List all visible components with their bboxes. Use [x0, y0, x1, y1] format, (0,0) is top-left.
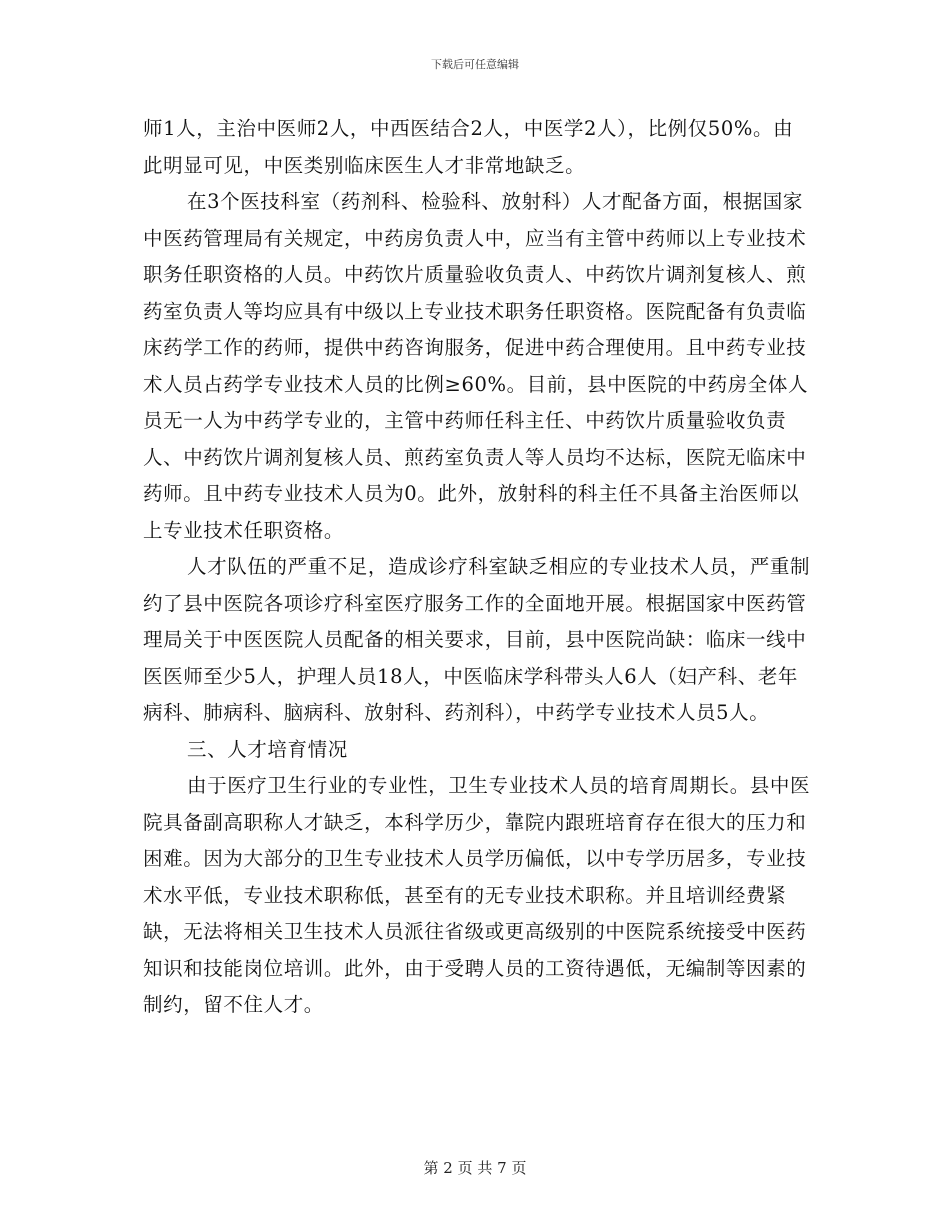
paragraph: 师1人，主治中医师2人，中西医结合2人，中医学2人），比例仅50%。由此明显可见，中医类别临床医生人才非常地缺乏。: [143, 117, 794, 177]
page-number-footer: 第 2 页 共 7 页: [423, 1159, 527, 1177]
section-heading: 三、人才培育情况: [187, 737, 348, 761]
paragraph: 在3个医技科室（药剂科、检验科、放射科）人才配备方面，根据国家中医药管理局有关规定，中药房负责人中，应当有主管中药师以上专业技术职务任职资格的人员。中药饮片质量验收负责人、中药饮片调剂复核人、煎药室负责人等均应具有中级以上专业技术职务任职资格。医院配备有负责临床药学工作的药师，提供中药咨询服务，促进中药合理使用。且中药专业技术人员占药学专业技术人员的比例≥60%。目前，县中医院的中药房全体人员无一人为中药学专业的，主管中药师任科主任、中药饮片质量验收负责人、中药饮片调剂复核人员、煎药室负责人等人员均不达标，医院无临床中药师。且中药专业技术人员为0。此外，放射科的科主任不具备主治医师以上专业技术任职资格。: [143, 190, 809, 542]
document-body: [143, 111, 813, 1024]
page-header: 下载后可任意编辑: [431, 58, 519, 71]
paragraph: 由于医疗卫生行业的专业性，卫生专业技术人员的培育周期长。县中医院具备副高职称人才缺乏，本科学历少，靠院内跟班培育存在很大的压力和困难。因为大部分的卫生专业技术人员学历偏低，以中专学历居多，专业技术水平低，专业技术职称低，甚至有的无专业技术职称。并且培训经费紧缺，无法将相关卫生技术人员派往省级或更高级别的中医院系统接受中医药知识和技能岗位培训。此外，由于受聘人员的工资待遇低，无编制等因素的制约，留不住人才。: [143, 774, 811, 1016]
paragraph: 人才队伍的严重不足，造成诊疗科室缺乏相应的专业技术人员，严重制约了县中医院各项诊疗科室医疗服务工作的全面地开展。根据国家中医药管理局关于中医医院人员配备的相关要求，目前，县中医院尚缺：临床一线中医医师至少5人，护理人员18人，中医临床学科带头人6人（妇产科、老年病科、肺病科、脑病科、放射科、药剂科），中药学专业技术人员5人。: [143, 555, 811, 724]
